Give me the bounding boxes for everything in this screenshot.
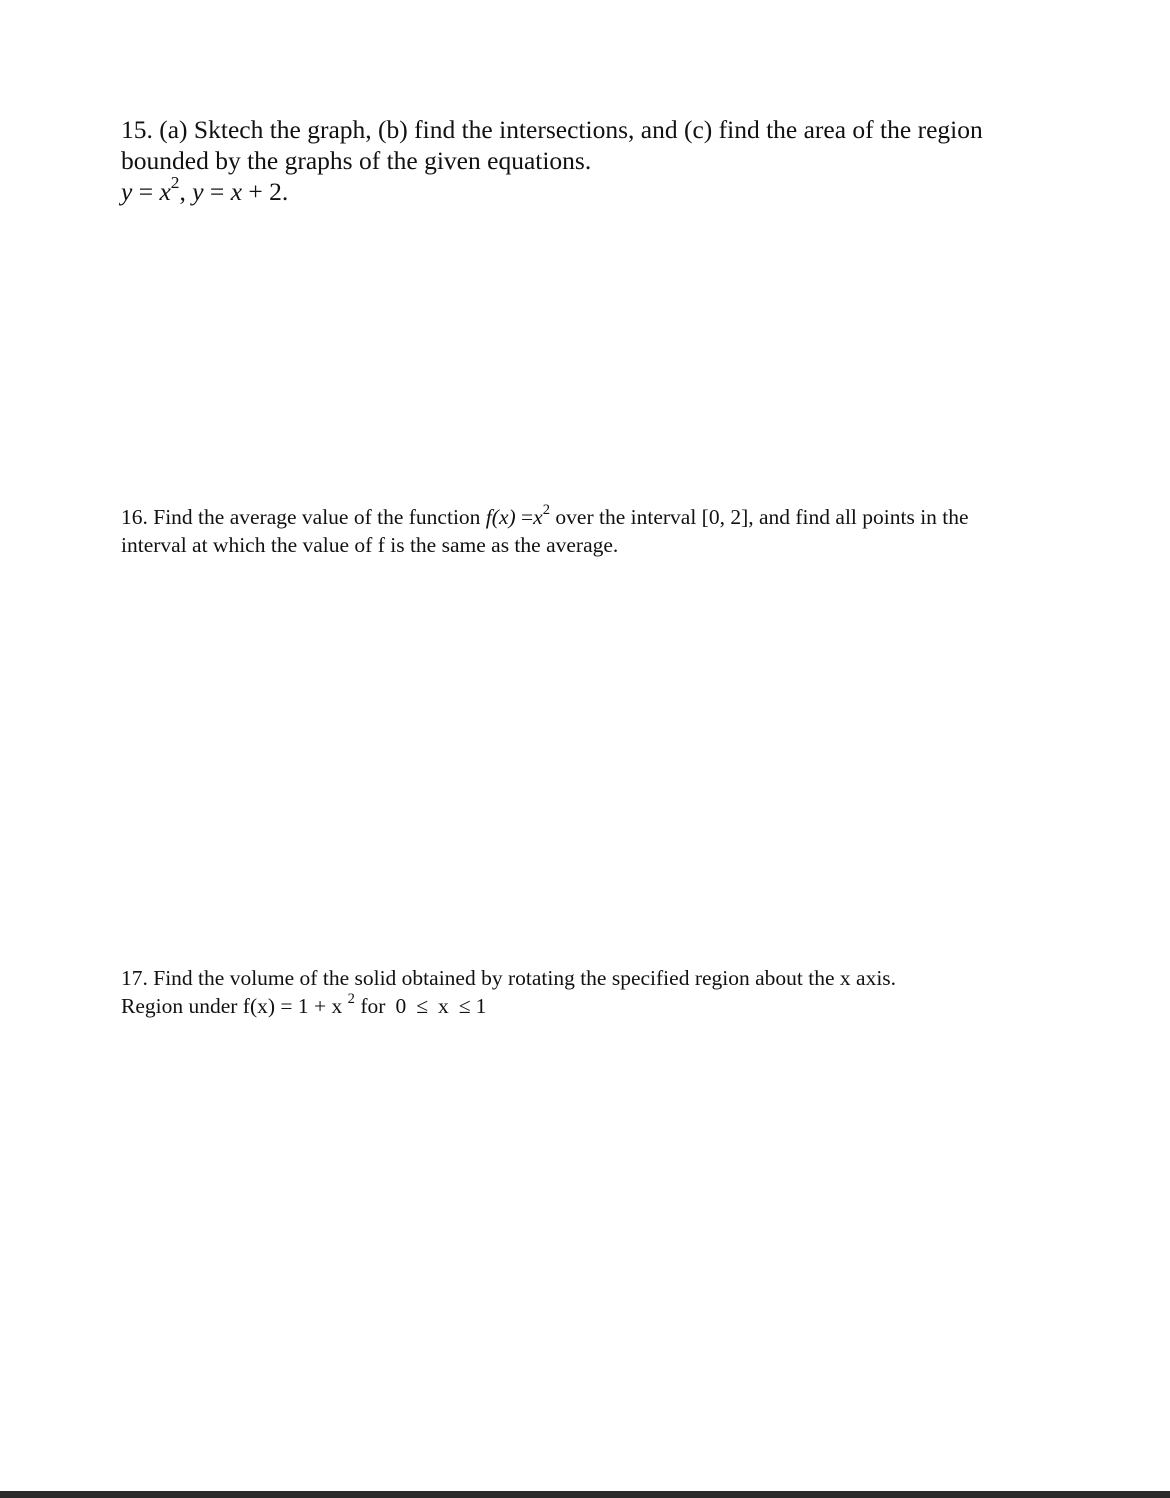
problem-17-line-1: 17. Find the volume of the solid obtained by rotating the specified region about the x axis. — [121, 966, 897, 990]
problem-16-line-2: interval at which the value of f is the same as the average. — [121, 533, 619, 557]
eq-equals-1: = — [132, 177, 160, 206]
eq-var-y1: y — [121, 177, 133, 206]
eq-equals-2: = — [203, 177, 231, 206]
region-lower-bound: 0 — [395, 994, 407, 1018]
problem-16-line-1 — [121, 503, 1081, 531]
eq-var-y2: y — [192, 177, 204, 206]
function-arg: (x) — [491, 505, 516, 529]
le-symbol-2: ≤ — [458, 994, 471, 1018]
region-prefix: Region under f(x) = 1 + x — [121, 994, 348, 1018]
problem-16 — [121, 503, 1081, 559]
problem-15-line-2: bounded by the graphs of the given equations. — [121, 146, 592, 175]
eq-exponent-1: 2 — [170, 172, 180, 192]
region-upper-bound: 1 — [475, 994, 487, 1018]
region-var: x — [438, 994, 449, 1018]
bottom-scroll-bar — [0, 1491, 1170, 1498]
problem-15 — [121, 114, 1061, 207]
eq-tail: + 2. — [242, 177, 289, 206]
function-var: x — [533, 505, 543, 529]
problem-15-line-1: 15. (a) Sktech the graph, (b) find the intersections, and (c) find the area of the region — [121, 115, 983, 144]
region-for: for — [354, 994, 386, 1018]
function-exponent: 2 — [542, 501, 551, 518]
problem-17-line-2 — [121, 992, 1081, 1020]
function-equals: = — [515, 505, 534, 529]
region-exponent: 2 — [347, 990, 355, 1007]
problem-16-suffix: over the interval [0, 2], and find all points in the — [550, 505, 969, 529]
problem-16-prefix: 16. Find the average value of the function — [121, 505, 486, 529]
eq-var-x1: x — [159, 177, 171, 206]
function-name: f — [485, 505, 492, 529]
eq-var-x2: x — [230, 177, 243, 206]
problem-17 — [121, 964, 1081, 1020]
problem-15-equations — [121, 172, 1061, 207]
le-symbol-1: ≤ — [416, 994, 428, 1018]
eq-comma: , — [179, 177, 193, 206]
